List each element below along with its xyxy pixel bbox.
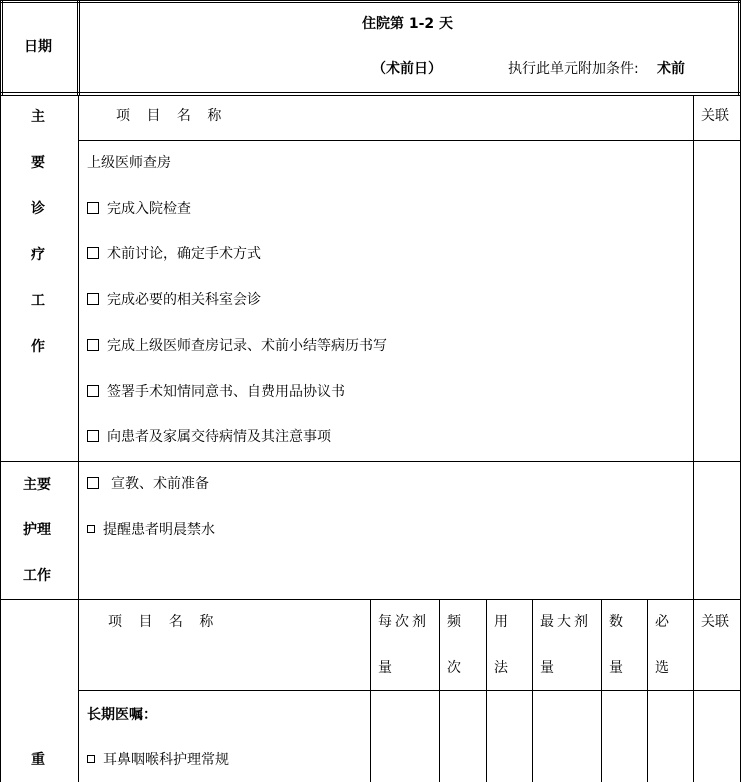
- nursing-item[interactable]: [87, 522, 215, 538]
- date-label: 日期: [24, 39, 52, 55]
- orders-label-partial: 重: [31, 752, 45, 768]
- checkbox-icon[interactable]: [87, 247, 99, 259]
- diagnosis-item[interactable]: [87, 201, 191, 217]
- usage-header-2: 法: [494, 660, 508, 676]
- checkbox-icon[interactable]: [87, 385, 99, 397]
- checkbox-icon[interactable]: [87, 430, 99, 442]
- diagnosis-item-label: 向患者及家属交待病情及其注意事项: [107, 429, 331, 445]
- qty-header-2: 量: [609, 660, 623, 676]
- link-header: 关联: [701, 108, 729, 124]
- nursing-item-label: 宣教、术前准备: [111, 476, 209, 492]
- max-dose-header-2: 量: [540, 660, 554, 676]
- required-header-2: 选: [655, 660, 669, 676]
- diagnosis-label-1: 主: [31, 109, 45, 125]
- diagnosis-item[interactable]: [87, 384, 345, 400]
- diagnosis-label-2: 要: [31, 155, 45, 171]
- diagnosis-item[interactable]: [87, 338, 387, 354]
- diagnosis-label-4: 疗: [31, 247, 45, 263]
- page-subtitle: （术前日）: [372, 61, 442, 77]
- item-name-header: 项 目 名 称: [116, 108, 228, 124]
- orders-link-header: 关联: [701, 614, 729, 630]
- nursing-item-label: 提醒患者明晨禁水: [103, 522, 215, 538]
- diagnosis-item-label: 完成入院检查: [107, 201, 191, 217]
- diagnosis-item-label: 签署手术知情同意书、自费用品协议书: [107, 384, 345, 400]
- checkbox-icon[interactable]: [87, 339, 99, 351]
- long-term-orders-label: 长期医嘱：: [87, 707, 157, 723]
- orders-item-name-header: 项 目 名 称: [108, 614, 220, 630]
- diagnosis-item-label: 术前讨论，确定手术方式: [107, 246, 261, 262]
- diagnosis-item-label: 完成必要的相关科室会诊: [107, 292, 261, 308]
- order-item-label: 耳鼻咽喉科护理常规: [103, 752, 229, 768]
- page-title: 住院第 1-2 天: [362, 16, 454, 32]
- diagnosis-label-6: 作: [31, 339, 45, 355]
- condition-value: 术前: [657, 61, 685, 77]
- diagnosis-first-item: 上级医师查房: [87, 155, 171, 171]
- dose-header-2: 量: [378, 660, 392, 676]
- checkbox-icon[interactable]: [87, 525, 95, 533]
- nursing-label-2: 护理: [23, 522, 51, 538]
- nursing-label-1: 主要: [23, 477, 51, 493]
- nursing-item[interactable]: [87, 476, 209, 492]
- diagnosis-label-5: 工: [31, 293, 45, 309]
- diagnosis-label-3: 诊: [31, 201, 45, 217]
- max-dose-header-1: 最大剂: [540, 614, 591, 630]
- diagnosis-item[interactable]: [87, 429, 331, 445]
- diagnosis-item-label: 完成上级医师查房记录、术前小结等病历书写: [107, 338, 387, 354]
- diagnosis-item[interactable]: [87, 292, 261, 308]
- freq-header-1: 频: [447, 614, 461, 630]
- qty-header-1: 数: [609, 614, 623, 630]
- freq-header-2: 次: [447, 660, 461, 676]
- checkbox-icon[interactable]: [87, 293, 99, 305]
- checkbox-icon[interactable]: [87, 477, 99, 489]
- checkbox-icon[interactable]: [87, 755, 95, 763]
- checkbox-icon[interactable]: [87, 202, 99, 214]
- order-item[interactable]: [87, 752, 229, 768]
- diagnosis-item[interactable]: [87, 246, 261, 262]
- usage-header-1: 用: [494, 614, 508, 630]
- condition-label: 执行此单元附加条件:: [508, 61, 639, 77]
- required-header-1: 必: [655, 614, 669, 630]
- nursing-label-3: 工作: [23, 568, 51, 584]
- dose-header-1: 每次剂: [378, 614, 429, 630]
